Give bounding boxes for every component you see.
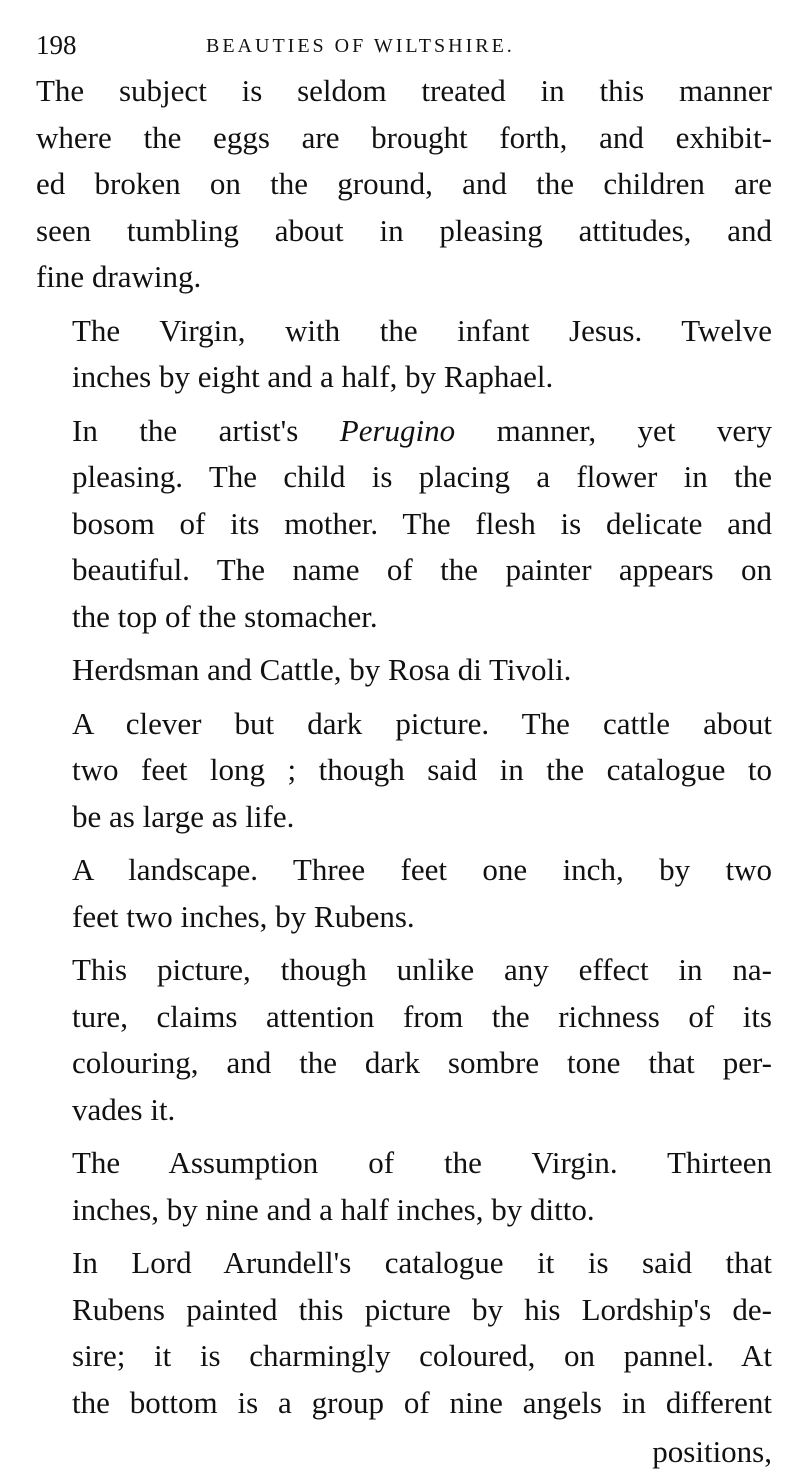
text-line: Herdsman and Cattle, by Rosa di Tivoli. [72, 652, 572, 687]
text-line: A landscape. Three feet one inch, by two [72, 852, 772, 887]
text-line: where the eggs are brought forth, and exhibit- [36, 119, 772, 155]
text-run: In the artist's [72, 412, 340, 448]
text-line: The Virgin, with the infant Jesus. Twelve [72, 312, 772, 348]
text-line: be as large as life. [72, 798, 295, 834]
text-line: beautiful. The name of the painter appears on [72, 552, 772, 587]
italic-term: Perugino [339, 412, 456, 448]
text-line: sire; it is charmingly coloured, on pannel. At [72, 1338, 772, 1373]
text-run: manner, yet very [455, 412, 772, 448]
text-line: two feet long ; though said in the catalogue to [72, 752, 772, 787]
text-line: fine drawing. [36, 259, 202, 294]
running-title: BEAUTIES OF WILTSHIRE. [206, 35, 515, 57]
text-line: This picture, though unlike any effect in na- [72, 952, 772, 987]
paragraph [36, 308, 772, 401]
paragraph [36, 847, 772, 940]
catchword: positions, [652, 1434, 772, 1469]
text-line: A clever but dark picture. The cattle about [72, 705, 772, 741]
text-line: vades it. [72, 1091, 176, 1127]
paragraph [36, 701, 772, 841]
text-line [36, 408, 772, 455]
text-line: ed broken on the ground, and the children are [36, 166, 772, 201]
text-line: colouring, and the dark sombre tone that per- [72, 1045, 772, 1080]
text-line: inches, by nine and a half inches, by ditto. [72, 1191, 595, 1227]
text-line: feet two inches, by Rubens. [72, 898, 415, 934]
running-head [36, 28, 772, 68]
text-line: seen tumbling about in pleasing attitudes, and [36, 212, 772, 248]
paragraph [36, 68, 772, 301]
text-line: ture, claims attention from the richness of its [72, 998, 772, 1034]
text-line: The Assumption of the Virgin. Thirteen [72, 1145, 772, 1180]
text-line: inches by eight and a half, by Raphael. [72, 359, 554, 394]
book-page [36, 28, 772, 1476]
text-line: the top of the stomacher. [72, 598, 378, 634]
paragraph [36, 647, 772, 694]
text-line: the bottom is a group of nine angels in different [72, 1384, 772, 1420]
paragraph [36, 1140, 772, 1233]
paragraph [36, 1240, 772, 1426]
text-line: pleasing. The child is placing a flower in the [72, 459, 772, 494]
text-line: In Lord Arundell's catalogue it is said that [72, 1245, 772, 1280]
text-line: bosom of its mother. The flesh is delicate and [72, 505, 772, 541]
text-line: Rubens painted this picture by his Lordship's de- [72, 1291, 772, 1327]
text-line: The subject is seldom treated in this manner [36, 73, 772, 108]
paragraph [36, 947, 772, 1133]
paragraph [36, 408, 772, 641]
page-body [36, 68, 772, 1476]
page-number: 198 [36, 30, 77, 60]
